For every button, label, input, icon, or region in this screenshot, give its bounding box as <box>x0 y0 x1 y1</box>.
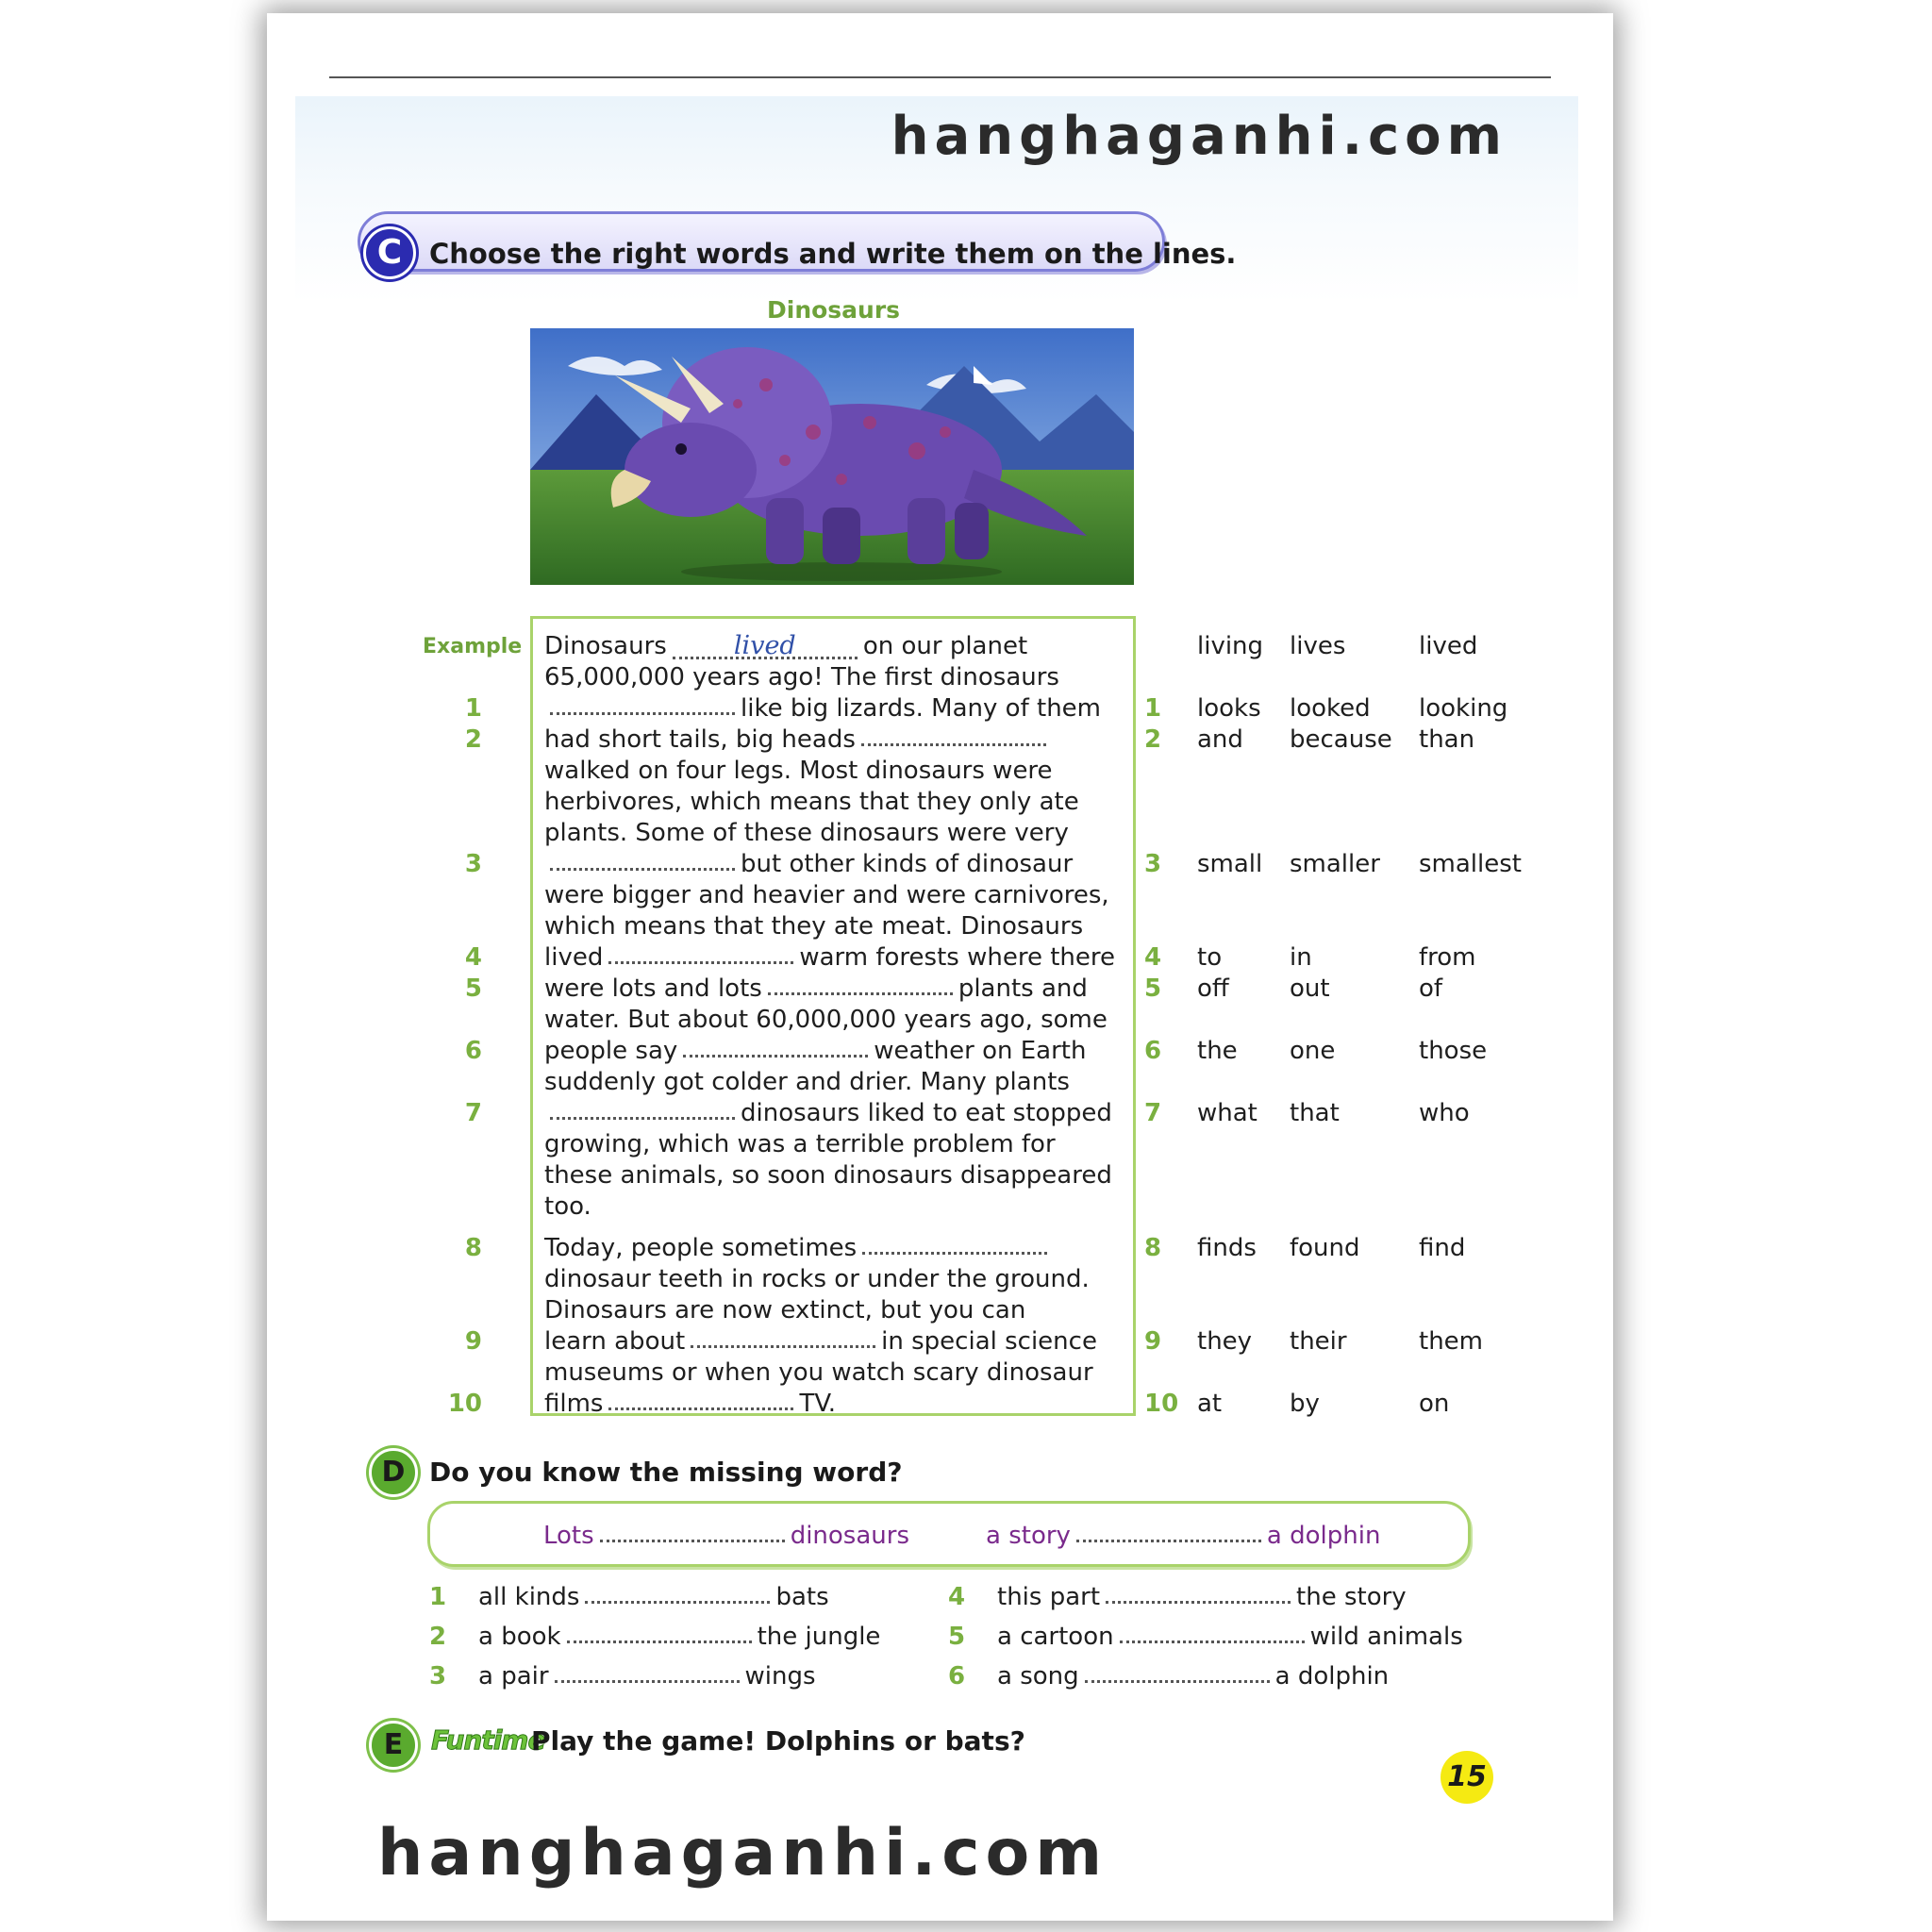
story-text: suddenly got colder and drier. Many plants <box>544 1068 1070 1096</box>
story-text: dinosaurs liked to eat stopped <box>741 1099 1112 1127</box>
word-option[interactable]: the <box>1197 1037 1238 1065</box>
item-number-right: 8 <box>1144 1234 1162 1262</box>
item-number-left: 7 <box>464 1099 482 1127</box>
story-line <box>544 1130 1056 1158</box>
answer-blank[interactable] <box>691 1344 875 1348</box>
answer-blank[interactable] <box>683 1054 868 1058</box>
example-text: a story <box>986 1522 1071 1550</box>
answer-blank[interactable] <box>608 1407 793 1410</box>
word-option[interactable]: from <box>1419 943 1476 972</box>
story-text: had short tails, big heads <box>544 725 856 754</box>
answer-blank[interactable] <box>555 1679 740 1683</box>
story-text: Today, people sometimes <box>544 1234 858 1262</box>
section-e-title: Play the game! Dolphins or bats? <box>531 1725 1025 1757</box>
top-divider <box>329 76 1551 78</box>
story-line <box>544 819 1069 847</box>
word-option[interactable]: their <box>1290 1327 1347 1356</box>
word-option[interactable]: they <box>1197 1327 1253 1356</box>
section-c-badge: C <box>363 226 416 279</box>
item-text: the jungle <box>757 1623 881 1651</box>
word-option[interactable]: and <box>1197 725 1243 754</box>
story-text: Dinosaurs <box>544 632 667 660</box>
missing-word-example <box>543 1522 909 1550</box>
word-option[interactable]: small <box>1197 850 1263 878</box>
item-number: 6 <box>948 1662 966 1690</box>
story-text: people say <box>544 1037 678 1065</box>
story-text: these animals, so soon dinosaurs disappeared <box>544 1161 1112 1190</box>
word-option[interactable]: than <box>1419 725 1475 754</box>
story-text: water. But about 60,000,000 years ago, some <box>544 1006 1108 1034</box>
word-option[interactable]: who <box>1419 1099 1470 1127</box>
word-option[interactable]: off <box>1197 974 1229 1003</box>
example-blank <box>1076 1539 1261 1542</box>
item-number-right: 7 <box>1144 1099 1162 1127</box>
section-d-badge: D <box>369 1448 418 1497</box>
missing-word-item <box>478 1583 829 1611</box>
item-number-left: 8 <box>464 1234 482 1262</box>
item-number: 2 <box>429 1623 447 1651</box>
story-text: in special science <box>881 1327 1097 1356</box>
story-line <box>544 1161 1112 1190</box>
story-title: Dinosaurs <box>767 296 901 324</box>
story-line <box>544 943 1115 972</box>
item-number-left: 3 <box>464 850 482 878</box>
story-text: were lots and lots <box>544 974 762 1003</box>
story-line <box>544 1006 1108 1034</box>
word-option[interactable]: lives <box>1290 632 1346 660</box>
story-text: were bigger and heavier and were carnivores, <box>544 881 1109 909</box>
story-line <box>544 974 1088 1003</box>
item-text: a dolphin <box>1274 1662 1390 1690</box>
story-text: films <box>544 1390 604 1418</box>
word-option[interactable]: looking <box>1419 694 1508 723</box>
item-number-right: 2 <box>1144 725 1162 754</box>
story-text: but other kinds of dinosaur <box>741 850 1074 878</box>
item-number-right: 4 <box>1144 943 1162 972</box>
story-line <box>544 1358 1093 1387</box>
section-d-title: Do you know the missing word? <box>429 1457 903 1488</box>
funtime-logo: Funtime <box>431 1724 545 1756</box>
answer-blank[interactable] <box>861 742 1046 746</box>
item-text: wild animals <box>1309 1623 1463 1651</box>
word-option[interactable]: of <box>1419 974 1443 1003</box>
item-text: all kinds <box>478 1583 580 1611</box>
story-line <box>544 663 1059 691</box>
story-line <box>544 912 1083 941</box>
answer-blank[interactable] <box>1106 1600 1291 1604</box>
story-text: like big lizards. Many of them <box>741 694 1101 723</box>
story-text: Dinosaurs are now extinct, but you can <box>544 1296 1026 1324</box>
answer-blank[interactable] <box>862 1251 1047 1255</box>
word-option[interactable]: them <box>1419 1327 1483 1356</box>
story-line <box>544 694 1101 723</box>
story-line <box>544 1037 1086 1065</box>
answer-blank[interactable] <box>1085 1679 1270 1683</box>
example-blank <box>600 1539 785 1542</box>
word-option[interactable]: what <box>1197 1099 1257 1127</box>
story-line <box>544 1296 1025 1324</box>
answer-blank[interactable] <box>1120 1640 1305 1643</box>
word-option[interactable]: looked <box>1290 694 1371 723</box>
story-text: TV. <box>799 1390 837 1418</box>
missing-word-item <box>478 1662 816 1690</box>
workbook-page <box>267 13 1613 1921</box>
word-option[interactable]: find <box>1419 1234 1466 1262</box>
item-number-right: 9 <box>1144 1327 1162 1356</box>
word-option[interactable]: lived <box>1419 632 1478 660</box>
word-option[interactable]: those <box>1419 1037 1488 1065</box>
story-line <box>544 881 1109 909</box>
word-option[interactable]: that <box>1290 1099 1340 1127</box>
item-text: a cartoon <box>997 1623 1114 1651</box>
triceratops-illustration <box>530 328 1134 585</box>
story-text: too. <box>544 1192 591 1221</box>
story-text: warm forests where there <box>799 943 1115 972</box>
item-number-left: 9 <box>464 1327 482 1356</box>
word-option[interactable]: in <box>1290 943 1312 972</box>
section-c-title: Choose the right words and write them on the lines. <box>429 238 1237 270</box>
story-text: learn about <box>544 1327 686 1356</box>
item-number: 5 <box>948 1623 966 1651</box>
story-line <box>544 850 1073 878</box>
word-option[interactable]: looks <box>1197 694 1261 723</box>
story-text: weather on Earth <box>874 1037 1087 1065</box>
answer-blank[interactable] <box>550 867 735 871</box>
story-line <box>544 757 1053 785</box>
item-number: 4 <box>948 1583 966 1611</box>
word-option[interactable]: out <box>1290 974 1330 1003</box>
item-number-right: 6 <box>1144 1037 1162 1065</box>
word-option[interactable]: living <box>1197 632 1264 660</box>
item-number-right: 10 <box>1144 1390 1179 1418</box>
word-option[interactable]: on <box>1419 1390 1450 1418</box>
item-text: a pair <box>478 1662 549 1690</box>
item-number-right: 5 <box>1144 974 1162 1003</box>
missing-word-item <box>997 1662 1389 1690</box>
item-text: wings <box>744 1662 816 1690</box>
item-number-left: 6 <box>464 1037 482 1065</box>
word-option[interactable]: at <box>1197 1390 1223 1418</box>
missing-word-example <box>986 1522 1380 1550</box>
story-line <box>544 1068 1070 1096</box>
story-text: walked on four legs. Most dinosaurs were <box>544 757 1053 785</box>
story-line <box>544 788 1079 816</box>
item-text: this part <box>997 1583 1101 1611</box>
story-text: herbivores, which means that they only ate <box>544 788 1079 816</box>
story-line <box>544 725 1052 754</box>
word-option[interactable]: to <box>1197 943 1223 972</box>
answer-blank[interactable] <box>567 1640 752 1643</box>
item-number: 3 <box>429 1662 447 1690</box>
answer-blank[interactable] <box>550 711 735 715</box>
section-e-badge: E <box>369 1721 418 1770</box>
word-option[interactable]: smallest <box>1419 850 1522 878</box>
example-text: Lots <box>543 1522 594 1550</box>
story-text: growing, which was a terrible problem for <box>544 1130 1056 1158</box>
story-line <box>544 1327 1097 1356</box>
story-text: dinosaur teeth in rocks or under the ground. <box>544 1265 1090 1293</box>
missing-word-item <box>997 1583 1407 1611</box>
story-text: 65,000,000 years ago! The first dinosaurs <box>544 663 1059 691</box>
page-number: 15 <box>1441 1751 1493 1804</box>
answer-blank[interactable] <box>768 991 953 995</box>
item-number-left: 10 <box>447 1390 482 1418</box>
story-line <box>544 1192 591 1221</box>
missing-word-item <box>997 1623 1463 1651</box>
word-option[interactable]: found <box>1290 1234 1360 1262</box>
example-label: Example <box>423 635 523 658</box>
item-text: a book <box>478 1623 561 1651</box>
item-number-right: 1 <box>1144 694 1162 723</box>
story-line <box>544 1265 1090 1293</box>
missing-word-item <box>478 1623 880 1651</box>
story-line <box>544 632 1027 660</box>
story-line <box>544 1099 1112 1127</box>
item-number-left: 2 <box>464 725 482 754</box>
word-option[interactable]: one <box>1290 1037 1336 1065</box>
item-number-left: 1 <box>464 694 482 723</box>
story-text: plants and <box>958 974 1088 1003</box>
example-answer: lived <box>673 636 858 659</box>
answer-blank[interactable] <box>585 1600 770 1604</box>
item-text: bats <box>775 1583 829 1611</box>
item-number-left: 4 <box>464 943 482 972</box>
example-text: dinosaurs <box>790 1522 909 1550</box>
example-text: a dolphin <box>1266 1522 1381 1550</box>
story-text: museums or when you watch scary dinosaur <box>544 1358 1093 1387</box>
word-option[interactable]: because <box>1290 725 1392 754</box>
watermark-bottom: hanghaganhi.com <box>377 1816 1108 1890</box>
item-number: 1 <box>429 1583 447 1611</box>
story-text: plants. Some of these dinosaurs were very <box>544 819 1069 847</box>
story-line <box>544 1234 1053 1262</box>
story-text: which means that they ate meat. Dinosaurs <box>544 912 1084 941</box>
item-number-right: 3 <box>1144 850 1162 878</box>
answer-blank[interactable] <box>608 960 793 964</box>
item-number-left: 5 <box>464 974 482 1003</box>
word-option[interactable]: smaller <box>1290 850 1380 878</box>
word-option[interactable]: finds <box>1197 1234 1257 1262</box>
word-option[interactable]: by <box>1290 1390 1320 1418</box>
story-text: on our planet <box>862 632 1028 660</box>
item-text: a song <box>997 1662 1079 1690</box>
watermark-top: hanghaganhi.com <box>891 106 1507 167</box>
story-text: lived <box>544 943 604 972</box>
answer-blank[interactable] <box>550 1116 735 1120</box>
story-line <box>544 1390 836 1418</box>
item-text: the story <box>1296 1583 1407 1611</box>
